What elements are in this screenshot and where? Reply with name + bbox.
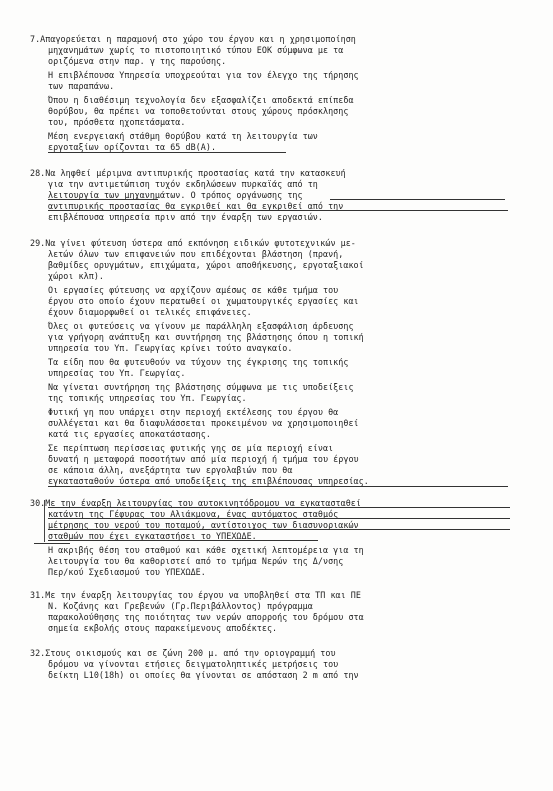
- item-30-line-5: λειτουργία του θα καθοριστεί από το τμήμα Νερών της Δ/νσης: [48, 556, 344, 566]
- item-32-line-2: δείκτη L10(18h) οι οποίες θα γίνονται σε απόσταση 2 m από την: [48, 670, 359, 680]
- item-28-line-4: επιβλέπουσα υπηρεσία πριν από την έναρξη των εργασιών.: [48, 212, 323, 222]
- item-32-line-0: 32.Στους οικισμούς και σε ζώνη 200 μ. από την οριογραμμή του: [30, 648, 336, 658]
- item-30-line-2: μέτρησης του νερού του ποταμού, αντίστοιχος των διασυνοριακών: [48, 520, 359, 530]
- item-29-line-16: κατά τις εργασίες αποκατάστασης.: [48, 429, 211, 439]
- handwritten-underline: [48, 529, 510, 530]
- item-27-line-9: εργοταξίων ορίζονται τα 65 dB(A).: [48, 142, 217, 152]
- item-29-line-4: Οι εργασίες φύτευσης να αρχίζουν αμέσως σε κάθε τμήμα του: [48, 285, 339, 295]
- item-29-line-8: για γρήγορη ανάπτυξη και συντήρηση της βλάστησης όπου η τοπική: [48, 332, 364, 342]
- item-28-line-2: λειτουργία των μηχανημάτων. Ο τρόπος οργάνωσης της: [48, 190, 303, 200]
- item-29-line-6: έχουν διαμορφωθεί οι τελικές επιφάνειες.: [48, 307, 252, 317]
- item-29-line-18: δυνατή η μεταφορά ποσοτήτων από μία περιοχή ή τμήμα του έργου: [48, 454, 359, 464]
- item-27-line-2: οριζόμενα στην παρ. γ της παρούσης.: [48, 56, 227, 66]
- handwritten-underline: [48, 486, 508, 487]
- item-30-line-1: κατάντη της Γέφυρας του Αλιάκμονα, ένας αυτόματος σταθμός: [48, 509, 339, 519]
- item-29-line-15: συλλέγεται και θα διαφυλάσσεται προκειμένου να χρησιμοποιηθεί: [48, 418, 359, 428]
- handwritten-underline: [48, 152, 286, 153]
- item-30-line-0: 30.Με την έναρξη λειτουργίας του αυτοκινητόδρομου να εγκατασταθεί: [30, 498, 361, 508]
- item-29-line-7: Όλες οι φυτεύσεις να γίνουν με παράλληλη εξασφάλιση άρδευσης: [48, 321, 354, 331]
- item-31-line-3: σημεία εκβολής στους παρακείμενους αποδέκτες.: [48, 623, 278, 633]
- item-28-line-1: για την αντιμετώπιση τυχόν εκδηλώσεων πυρκαϊάς από τη: [48, 179, 318, 189]
- item-27-line-5: Όπου η διαθέσιμη τεχνολογία δεν εξασφαλίζει αποδεκτά επίπεδα: [48, 95, 354, 105]
- item-29-line-0: 29.Να γίνει φύτευση ύστερα από εκπόνηση ειδικών φυτοτεχνικών με-: [30, 238, 356, 248]
- item-29-line-14: Φυτική γη που υπάρχει στην περιοχή εκτέλεσης του έργου θα: [48, 407, 339, 417]
- handwritten-underline: [48, 507, 510, 508]
- item-27-line-3: Η επιβλέπουσα Υπηρεσία υποχρεούται για τον έλεγχο της τήρησης: [48, 70, 359, 80]
- item-29-line-1: λετών όλων των επιφανειών που επιδέχονται βλάστηση (πρανή,: [48, 249, 344, 259]
- item-29-line-3: χώροι κλπ).: [48, 271, 105, 281]
- item-28-line-0: 28.Να ληφθεί μέριμνα αντιπυρικής προστασίας κατά την κατασκευή: [30, 168, 346, 178]
- item-29-line-2: βαθμίδες ορυγμάτων, επιχώματα, χώροι αποθήκευσης, εργοταξιακοί: [48, 260, 364, 270]
- item-29-line-12: Να γίνεται συντήρηση της βλάστησης σύμφωνα με τις υποδείξεις: [48, 382, 354, 392]
- item-32-line-1: δρόμου να γίνονται ετήσιες δειγματοληπτικές μετρήσεις του: [48, 659, 339, 669]
- item-30-line-4: Η ακριβής θέση του σταθμού και κάθε σχετική λεπτομέρεια για τη: [48, 545, 364, 555]
- handwritten-underline: [48, 540, 318, 541]
- item-29-line-17: Σε περίπτωση περίσσειας φυτικής γης σε μία περιοχή είναι: [48, 443, 334, 453]
- item-31-line-0: 31.Με την έναρξη λειτουργίας του έργου να υποβληθεί στα ΤΠ και ΠΕ: [30, 590, 361, 600]
- handwritten-underline: [330, 199, 505, 200]
- handwritten-margin-bar: [44, 500, 45, 542]
- item-30-line-6: Περ/κού Σχεδιασμού του ΥΠΕΧΩΔΕ.: [48, 567, 206, 577]
- item-29-line-20: εγκατασταθούν ύστερα από υποδείξεις της επιβλέπουσας υπηρεσίας.: [48, 476, 369, 486]
- handwritten-underline: [34, 543, 70, 544]
- item-29-line-19: σε κάποια άλλη, ανεξάρτητα των εργολαβιών που θα: [48, 465, 293, 475]
- item-29-line-10: Τα είδη που θα φυτευθούν να τύχουν της έγκρισης της τοπικής: [48, 357, 349, 367]
- item-29-line-13: της τοπικής υπηρεσίας του Υπ. Γεωργίας.: [48, 393, 247, 403]
- item-31-line-2: παρακολούθησης της ποιότητας των νερών απορροής του δρόμου στα: [48, 612, 364, 622]
- handwritten-underline: [48, 210, 508, 211]
- item-27-line-4: των παραπάνω.: [48, 81, 115, 91]
- item-27-line-1: μηχανημάτων χωρίς το πιστοποιητικό τύπου ΕΟΚ σύμφωνα με τα: [48, 45, 344, 55]
- item-27-line-7: του, πρόσθετα ηχοπετάσματα.: [48, 117, 186, 127]
- handwritten-underline: [48, 518, 510, 519]
- item-29-line-5: έργου στο οποίο έχουν περατωθεί οι χωματουργικές εργασίες και: [48, 296, 359, 306]
- handwritten-underline: [48, 199, 158, 200]
- item-28-line-3: αντιπυρικής προστασίας θα εγκριθεί και θα εγκριθεί από την: [48, 201, 344, 211]
- item-31-line-1: Ν. Κοζάνης και Γρεβενών (Γρ.Περιβάλλοντος) πρόγραμμα: [48, 601, 313, 611]
- item-29-line-9: υπηρεσία του Υπ. Γεωργίας κρίνει τούτο αναγκαίο.: [48, 343, 293, 353]
- item-27-line-6: θορύβου, θα πρέπει να τοποθετούνται στους χώρους πρόσκλησης: [48, 106, 349, 116]
- item-29-line-11: υπηρεσίας του Υπ. Γεωργίας.: [48, 368, 186, 378]
- item-30-line-3: σταθμών που έχει εγκαταστήσει το ΥΠΕΧΩΔΕ.: [48, 531, 257, 541]
- item-27-line-0: 7.Απαγορεύεται η παραμονή στο χώρο του έργου και η χρησιμοποίηση: [30, 34, 356, 44]
- item-27-line-8: Μέση ενεργειακή στάθμη θορύβου κατά τη λειτουργία των: [48, 131, 318, 141]
